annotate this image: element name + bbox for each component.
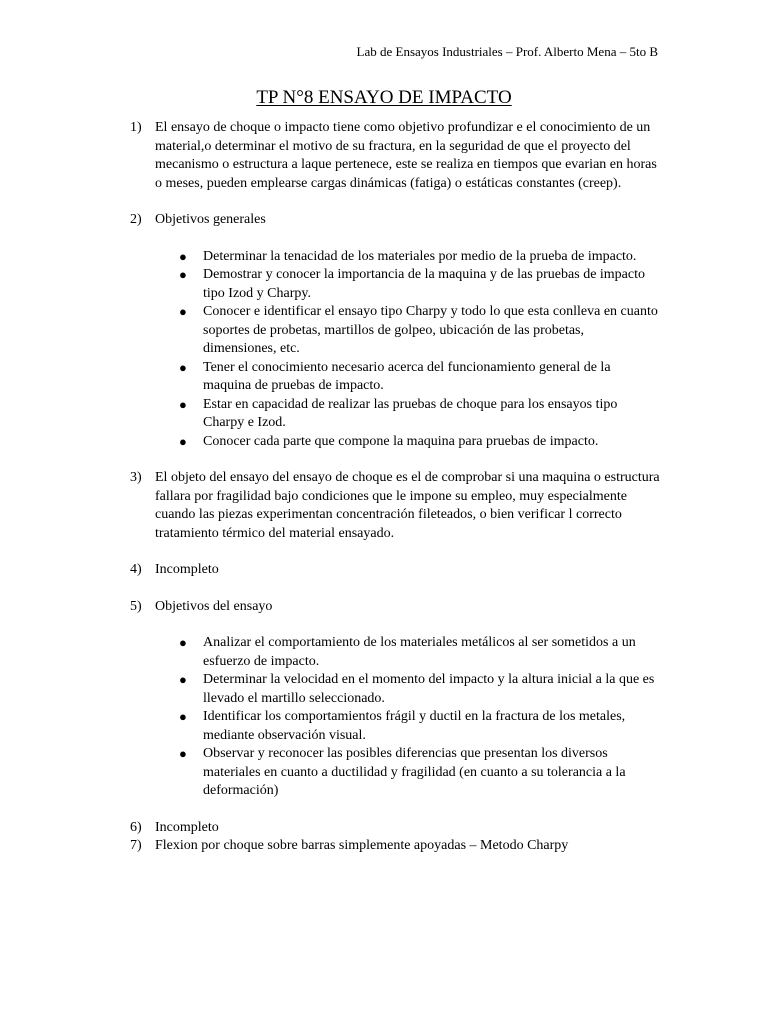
list-item-6	[130, 819, 660, 838]
bullet-icon: ●	[179, 433, 187, 449]
list-item-5	[130, 598, 660, 617]
list-item-7	[130, 837, 660, 856]
bullet-item: ● Conocer e identificar el ensayo tipo Charpy y todo lo que esta conlleva en cuanto soportes de probetas, martillos de golpeo, ubicación de las probetas, dimensiones, etc.	[179, 304, 658, 356]
bullet-item: ● Tener el conocimiento necesario acerca del funcionamiento general de la maquina de pruebas de impacto.	[179, 359, 611, 393]
item-text: El ensayo de choque o impacto tiene como objetivo profundizar e el conocimiento de un material,o determinar el motivo de su fractura, en la seguridad de que el proyecto del mecanismo o estructura a laque pertenece, este se realiza en tiempos que evarian en horas o meses, pueden emplearse cargas dinámicas (fatiga) o estáticas constantes (creep).	[155, 120, 657, 191]
document-title-text: TP N°8 ENSAYO DE IMPACTO	[256, 87, 512, 108]
list-item-1	[130, 119, 660, 193]
item-number: 6)	[130, 819, 142, 835]
item-text: Objetivos generales	[155, 212, 266, 227]
bullet-icon: ●	[179, 746, 187, 761]
item-text: Objetivos del ensayo	[155, 598, 273, 614]
item-text: Incompleto	[155, 819, 219, 835]
item-text: Flexion por choque sobre barras simplemente apoyadas – Metodo Charpy	[155, 838, 569, 853]
bullet-icon: ●	[179, 672, 187, 687]
item-text: Incompleto	[155, 562, 219, 577]
list-item-2	[130, 211, 660, 230]
item-number: 5)	[130, 598, 142, 614]
list-item-4	[130, 561, 660, 580]
page-header: Lab de Ensayos Industriales – Prof. Alberto Mena – 5to B	[356, 44, 658, 59]
bullet-icon: ●	[179, 359, 187, 375]
bullet-item: ● Determinar la tenacidad de los materiales por medio de la prueba de impacto.	[177, 248, 660, 267]
general-objectives-list	[130, 248, 660, 452]
bullet-item: ● Identificar los comportamientos frágil y ductil en la fractura de los metales, mediante observación visual.	[179, 709, 626, 743]
document-body	[130, 119, 660, 856]
bullet-item: ● Determinar la velocidad en el momento del impacto y la altura inicial a la que es llevado el martillo seleccionado.	[179, 672, 655, 706]
test-objectives-list	[130, 634, 660, 801]
item-number: 4)	[130, 562, 142, 577]
bullet-item: ● Estar en capacidad de realizar las pruebas de choque para los ensayos tipo Charpy e Izod.	[179, 396, 618, 430]
list-item-3	[130, 469, 660, 543]
item-number: 1)	[130, 120, 142, 135]
bullet-icon: ●	[179, 248, 187, 264]
document-title	[0, 86, 768, 110]
bullet-icon: ●	[179, 304, 187, 319]
bullet-item: ● Demostrar y conocer la importancia de la maquina y de las pruebas de impacto tipo Izod y Charpy.	[179, 267, 645, 301]
item-text: El objeto del ensayo del ensayo de choque es el de comprobar si una maquina o estructura fallara por fragilidad bajo condiciones que le impone su empleo, muy especialmente cuando las piezas experimentan concentración fileteados, o bien verificar l correcto tratamiento térmico del material ensayado.	[155, 470, 660, 541]
item-number: 2)	[130, 212, 142, 227]
bullet-icon: ●	[179, 396, 187, 412]
item-number: 7)	[130, 838, 142, 853]
bullet-item: ● Conocer cada parte que compone la maquina para pruebas de impacto.	[177, 433, 660, 452]
bullet-icon: ●	[179, 267, 187, 282]
item-number: 3)	[130, 470, 142, 485]
bullet-icon: ●	[179, 635, 187, 650]
bullet-item: ● Analizar el comportamiento de los materiales metálicos al ser sometidos a un esfuerzo de impacto.	[179, 635, 636, 669]
bullet-icon: ●	[179, 709, 187, 724]
bullet-item: ● Observar y reconocer las posibles diferencias que presentan los diversos materiales en cuanto a ductilidad y fragilidad (en cuanto a su tolerancia a la deformación)	[179, 746, 626, 798]
